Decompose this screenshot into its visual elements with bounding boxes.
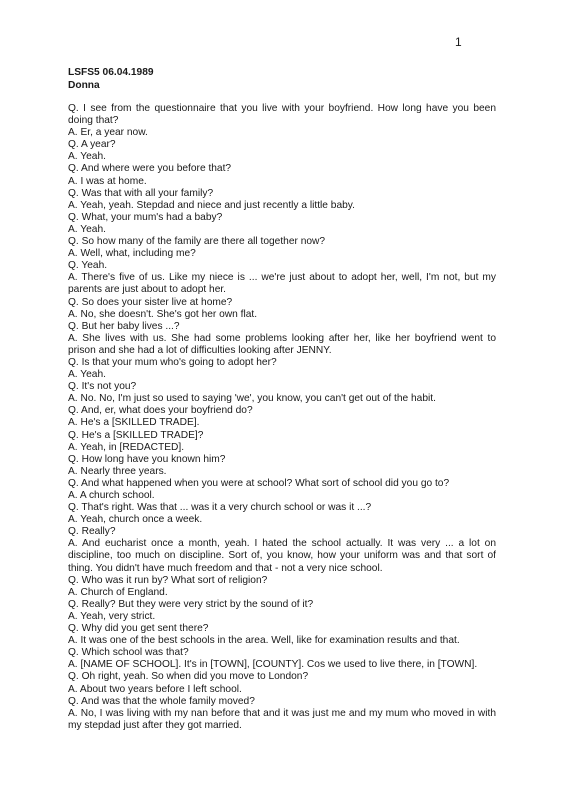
transcript-line: A. No, I was living with my nan before that and it was just me and my mum who moved in with my stepdad just after they got married. [68, 707, 496, 731]
transcript-line: Q. And what happened when you were at school? What sort of school did you go to? [68, 477, 450, 489]
transcript-line: A. Yeah, in [REDACTED]. [68, 441, 185, 453]
transcript-line: Q. Oh right, yeah. So when did you move to London? [68, 671, 309, 683]
transcript-line: A. Yeah, very strict. [68, 610, 156, 622]
transcript-line: Q. Who was it run by? What sort of religion? [68, 574, 268, 586]
transcript-line: A. Yeah. [68, 151, 106, 163]
transcript-line: A. Yeah. [68, 369, 106, 381]
transcript-line: A. No. No, I'm just so used to saying 'we', you know, you can't get out of the habit. [68, 393, 436, 405]
transcript-line: A. [NAME OF SCHOOL]. It's in [TOWN], [COUNTY]. Cos we used to live there, in [TOWN]. [68, 659, 478, 671]
transcript-line: Q. Really? [68, 526, 116, 538]
transcript-line: Q. Which school was that? [68, 647, 189, 659]
transcript-line: A. Yeah. [68, 223, 106, 235]
transcript-line: Q. And, er, what does your boyfriend do? [68, 405, 253, 417]
transcript-line: A. I was at home. [68, 175, 147, 187]
transcript-line: Q. A year? [68, 139, 116, 151]
document-header [68, 67, 154, 92]
transcript-line: A. He's a [SKILLED TRADE]. [68, 417, 200, 429]
transcript-line: A. Er, a year now. [68, 127, 148, 139]
transcript-line: Q. Is that your mum who's going to adopt her? [68, 356, 277, 368]
transcript-line: Q. How long have you known him? [68, 453, 226, 465]
page-number: 1 [455, 35, 462, 49]
transcript-line: Q. But her baby lives ...? [68, 320, 180, 332]
transcript-line: A. Yeah, yeah. Stepdad and niece and just recently a little baby. [68, 199, 355, 211]
transcript-line: Q. What, your mum's had a baby? [68, 211, 223, 223]
transcript-line: Q. It's not you? [68, 381, 137, 393]
transcript-line: Q. He's a [SKILLED TRADE]? [68, 429, 204, 441]
transcript-line: A. Yeah, church once a week. [68, 514, 203, 526]
transcript-line: A. Nearly three years. [68, 465, 167, 477]
transcript-line: Q. So does your sister live at home? [68, 296, 233, 308]
transcript-line: Q. And was that the whole family moved? [68, 695, 255, 707]
transcript-line: Q. So how many of the family are there all together now? [68, 236, 326, 248]
transcript [68, 103, 496, 732]
interview-reference: LSFS5 06.04.1989 [68, 67, 154, 78]
transcript-line: A. About two years before I left school. [68, 683, 242, 695]
transcript-line: Q. That's right. Was that ... was it a very church school or was it ...? [68, 502, 372, 514]
transcript-line: Q. Was that with all your family? [68, 187, 214, 199]
transcript-line: A. It was one of the best schools in the area. Well, like for examination results and that. [68, 635, 460, 647]
transcript-line: A. There's five of us. Like my niece is ... we're just about to adopt her, well, I'm not, but my parents are just about to adopt her. [68, 272, 496, 296]
transcript-line: A. Church of England. [68, 586, 168, 598]
transcript-line: Q. And where were you before that? [68, 163, 232, 175]
transcript-line: A. And eucharist once a month, yeah. I hated the school actually. It was very ... a lot on discipline, too much on discipline. Sort of, you know, how your uniform was and that sort of thing. You didn't have much freedom and that - not a very nice school. [68, 538, 496, 574]
interviewee-name: Donna [68, 79, 100, 91]
transcript-line: A. Well, what, including me? [68, 248, 196, 260]
transcript-line: A. A church school. [68, 490, 155, 501]
transcript-line: A. No, she doesn't. She's got her own flat. [68, 308, 258, 320]
transcript-line: Q. Why did you get sent there? [68, 623, 209, 635]
transcript-line: Q. Really? But they were very strict by the sound of it? [68, 598, 314, 610]
transcript-line: Q. Yeah. [68, 260, 108, 272]
transcript-line: A. She lives with us. She had some problems looking after her, like her boyfriend went to prison and she had a lot of difficulties looking after JENNY. [68, 332, 496, 356]
transcript-line: Q. I see from the questionnaire that you live with your boyfriend. How long have you been doing that? [68, 103, 496, 127]
